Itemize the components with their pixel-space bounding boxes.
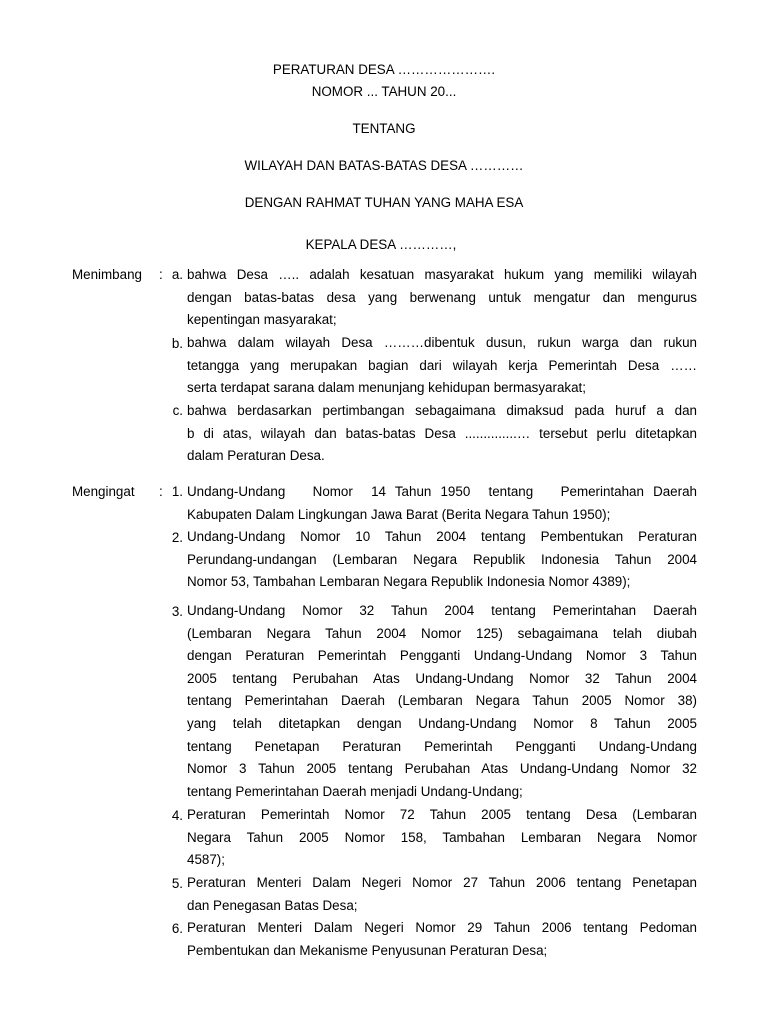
- title-subject: WILAYAH DAN BATAS-BATAS DESA …………: [244, 158, 524, 173]
- mengingat-item-3: [187, 600, 697, 803]
- text-line: (Lembaran Negara Tahun 2004 Nomor 125) sebagaimana telah diubah: [187, 625, 697, 641]
- text-line: Kabupaten Dalam Lingkungan Jawa Barat (Berita Negara Tahun 1950);: [187, 506, 611, 522]
- text-line: Undang-Undang Nomor 14 Tahun 1950 tentang Pemerintahan Daerah: [187, 484, 697, 499]
- mengingat-item-1: [187, 481, 697, 526]
- mengingat-item-5: [187, 872, 697, 917]
- text-line: dengan batas-batas desa yang berwenang untuk mengatur dan mengurus: [187, 289, 697, 305]
- title-invocation: DENGAN RAHMAT TUHAN YANG MAHA ESA: [244, 195, 524, 210]
- text-line: Undang-Undang Nomor 10 Tahun 2004 tentang Pembentukan Peraturan: [187, 529, 697, 544]
- text-line: serta terdapat sarana dalam menunjang kehidupan bermasyarakat;: [187, 380, 586, 396]
- text-line: dan Penegasan Batas Desa;: [187, 897, 358, 913]
- menimbang-colon: :: [159, 267, 163, 282]
- mengingat-item-6: [187, 917, 697, 962]
- mengingat-colon: :: [159, 484, 163, 499]
- text-line: tentang Pemerintahan Daerah (Lembaran Negara Tahun 2005 Nomor 38): [187, 693, 697, 709]
- mengingat-marker-1: 1.: [171, 484, 183, 499]
- text-line: dalam Peraturan Desa.: [187, 448, 325, 464]
- menimbang-item-b: [187, 332, 697, 400]
- mengingat-marker-5: 5.: [171, 876, 183, 891]
- text-line: 2005 tentang Perubahan Atas Undang-Undang Nomor 32 Tahun 2004: [187, 670, 697, 686]
- menimbang-marker-a: a.: [171, 267, 183, 282]
- text-line: Nomor 3 Tahun 2005 tentang Perubahan Atas Undang-Undang Nomor 32: [187, 761, 697, 777]
- text-line: b di atas, wilayah dan batas-batas Desa ..............… tersebut perlu ditetapkan: [187, 425, 697, 441]
- menimbang-marker-b: b.: [171, 336, 183, 351]
- mengingat-marker-3: 3.: [171, 604, 183, 619]
- text-line: Peraturan Menteri Dalam Negeri Nomor 27 Tahun 2006 tentang Penetapan: [187, 875, 697, 890]
- text-line: tetangga yang merupakan bagian dari wilayah kerja Pemerintah Desa ……: [187, 357, 697, 373]
- text-line: bahwa berdasarkan pertimbangan sebagaimana dimaksud pada huruf a dan: [187, 403, 697, 418]
- text-line: 4587);: [187, 852, 225, 868]
- text-line: Pembentukan dan Mekanisme Penyusunan Peraturan Desa;: [187, 942, 548, 958]
- mengingat-label: Mengingat: [72, 484, 135, 499]
- mengingat-marker-6: 6.: [171, 921, 183, 936]
- menimbang-item-a: [187, 264, 697, 332]
- text-line: dengan Peraturan Pemerintah Pengganti Undang-Undang Nomor 3 Tahun: [187, 648, 697, 664]
- text-line: Peraturan Menteri Dalam Negeri Nomor 29 Tahun 2006 tentang Pedoman: [187, 920, 697, 935]
- menimbang-label: Menimbang: [72, 267, 142, 282]
- mengingat-marker-2: 2.: [171, 530, 183, 545]
- text-line: bahwa dalam wilayah Desa ………dibentuk dusun, rukun warga dan rukun: [187, 335, 697, 350]
- menimbang-item-c: [187, 400, 697, 468]
- text-line: tentang Penetapan Peraturan Pemerintah Pengganti Undang-Undang: [187, 738, 697, 754]
- text-line: Undang-Undang Nomor 32 Tahun 2004 tentang Pemerintahan Daerah: [187, 603, 697, 618]
- text-line: Perundang-undangan (Lembaran Negara Republik Indonesia Tahun 2004: [187, 551, 697, 567]
- text-line: Peraturan Pemerintah Nomor 72 Tahun 2005 tentang Desa (Lembaran: [187, 807, 697, 822]
- text-line: Nomor 53, Tambahan Lembaran Negara Republik Indonesia Nomor 4389);: [187, 574, 631, 590]
- title-tentang: TENTANG: [352, 121, 416, 136]
- text-line: yang telah ditetapkan dengan Undang-Undang Nomor 8 Tahun 2005: [187, 715, 697, 731]
- title-line-1: PERATURAN DESA ………………….: [272, 62, 496, 77]
- text-line: bahwa Desa ….. adalah kesatuan masyarakat hukum yang memiliki wilayah: [187, 267, 697, 282]
- mengingat-item-4: [187, 804, 697, 872]
- mengingat-marker-4: 4.: [171, 808, 183, 823]
- mengingat-item-2: [187, 526, 697, 594]
- text-line: tentang Pemerintahan Daerah menjadi Undang-Undang;: [187, 783, 523, 799]
- title-line-2: NOMOR ... TAHUN 20...: [311, 84, 457, 99]
- title-head: KEPALA DESA …………,: [305, 237, 457, 252]
- menimbang-marker-c: c.: [172, 403, 183, 418]
- text-line: Negara Tahun 2005 Nomor 158, Tambahan Lembaran Negara Nomor: [187, 829, 697, 845]
- text-line: kepentingan masyarakat;: [187, 312, 337, 328]
